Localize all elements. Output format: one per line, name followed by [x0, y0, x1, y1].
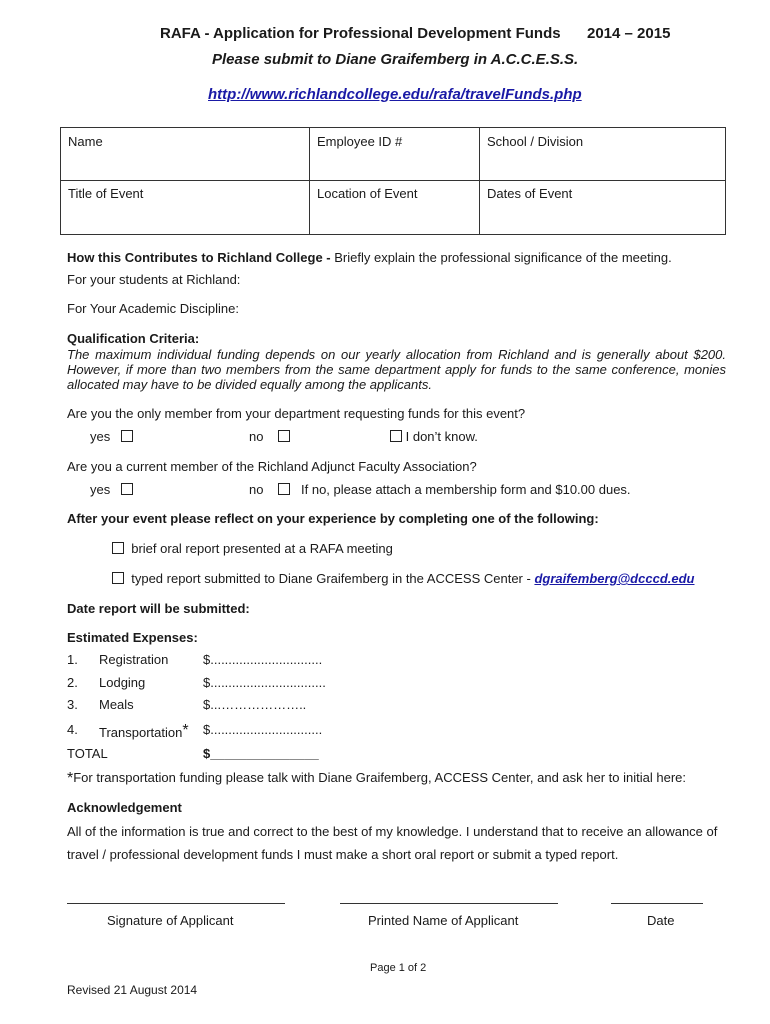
oral-report-label: brief oral report presented at a RAFA meeting — [131, 541, 393, 556]
expense-label-registration: Registration — [99, 652, 169, 667]
q1-no-label: no — [249, 429, 264, 444]
table-divider — [309, 128, 310, 234]
q1-yes-option[interactable] — [90, 429, 133, 444]
q2-yes-checkbox[interactable] — [121, 483, 133, 495]
expense-number: 1. — [67, 652, 78, 667]
expense-number: 3. — [67, 697, 78, 712]
contribution-prompt — [67, 250, 672, 265]
date-line[interactable] — [611, 903, 703, 904]
school-division-field-label[interactable]: School / Division — [487, 134, 584, 149]
question-rafa-member: Are you a current member of the Richland Adjunct Faculty Association? — [67, 459, 477, 474]
event-location-field-label[interactable]: Location of Event — [317, 186, 418, 201]
page-number: Page 1 of 2 — [370, 962, 427, 974]
contribution-text: Briefly explain the professional significance of the meeting. — [330, 250, 672, 265]
transport-note-asterisk: * — [67, 770, 74, 787]
expense-number: 4. — [67, 722, 78, 737]
q2-no-option[interactable] — [249, 482, 290, 497]
expense-label-lodging: Lodging — [99, 675, 146, 690]
expense-label-transportation — [99, 722, 189, 740]
q1-dont-know-label: I don’t know. — [405, 429, 478, 444]
date-label: Date — [647, 913, 675, 928]
acknowledgement-line-1: All of the information is true and correct to the best of my knowledge. I understand that to receive an allowance of — [67, 824, 718, 839]
transportation-asterisk: * — [182, 722, 189, 739]
printed-name-label: Printed Name of Applicant — [368, 913, 519, 928]
total-value[interactable]: $_______________ — [203, 746, 319, 761]
form-year: 2014 – 2015 — [587, 25, 671, 42]
revised-date: Revised 21 August 2014 — [67, 983, 198, 997]
oral-report-checkbox[interactable] — [112, 542, 124, 554]
signature-line[interactable] — [67, 903, 285, 904]
name-field-label[interactable]: Name — [68, 134, 103, 149]
q2-yes-label: yes — [90, 482, 111, 497]
typed-report-checkbox[interactable] — [112, 572, 124, 584]
question-only-member: Are you the only member from your department requesting funds for this event? — [67, 406, 526, 421]
email-link[interactable]: dgraifemberg@dcccd.edu — [534, 571, 695, 586]
funds-url-link[interactable]: http://www.richlandcollege.edu/rafa/travelFunds.php — [208, 86, 582, 103]
table-divider — [479, 128, 480, 234]
qualification-heading: Qualification Criteria: — [67, 331, 200, 346]
q1-no-option[interactable] — [249, 429, 290, 444]
transportation-label: Transportation — [99, 725, 183, 740]
q1-yes-label: yes — [90, 429, 111, 444]
q2-yes-option[interactable] — [90, 482, 133, 497]
expense-label-meals: Meals — [99, 697, 134, 712]
employee-id-field-label[interactable]: Employee ID # — [317, 134, 403, 149]
signature-label: Signature of Applicant — [107, 913, 234, 928]
expense-value-meals[interactable]: $...……………….. — [203, 697, 307, 712]
expense-number: 2. — [67, 675, 78, 690]
expenses-heading: Estimated Expenses: — [67, 630, 198, 645]
transport-note — [67, 770, 686, 788]
oral-report-option[interactable] — [112, 541, 393, 556]
q2-if-no-note: If no, please attach a membership form and $10.00 dues. — [301, 482, 631, 497]
expense-value-transportation[interactable]: $............................... — [203, 722, 323, 737]
typed-report-option[interactable] — [112, 571, 694, 586]
q1-dont-know-option[interactable] — [390, 429, 478, 444]
transport-note-text: For transportation funding please talk with Diane Graifemberg, ACCESS Center, and ask her to initial here: — [73, 770, 686, 785]
expense-value-registration[interactable]: $............................... — [203, 652, 323, 667]
discipline-prompt: For Your Academic Discipline: — [67, 301, 239, 316]
event-title-field-label[interactable]: Title of Event — [68, 186, 144, 201]
printed-name-line[interactable] — [340, 903, 558, 904]
acknowledgement-heading: Acknowledgement — [67, 800, 182, 815]
qualification-text: The maximum individual funding depends on our yearly allocation from Richland and is generally about $200. However, if more than two members from the same department apply for funds to the same conference, monies allocated may have to be divided equally among the applicants. — [67, 347, 726, 392]
event-dates-field-label[interactable]: Dates of Event — [487, 186, 573, 201]
expense-value-lodging[interactable]: $................................ — [203, 675, 326, 690]
table-divider — [61, 180, 725, 181]
acknowledgement-line-2: travel / professional development funds I must make a short oral report or submit a typed report. — [67, 847, 619, 862]
q1-no-checkbox[interactable] — [278, 430, 290, 442]
students-prompt: For your students at Richland: — [67, 272, 241, 287]
contribution-heading: How this Contributes to Richland College - — [67, 250, 331, 265]
form-subtitle: Please submit to Diane Graifemberg in A.C.C.E.S.S. — [212, 51, 579, 68]
q2-no-checkbox[interactable] — [278, 483, 290, 495]
form-title: RAFA - Application for Professional Development Funds — [160, 25, 561, 42]
q1-yes-checkbox[interactable] — [121, 430, 133, 442]
total-label: TOTAL — [67, 746, 108, 761]
typed-report-label: typed report submitted to Diane Graifemberg in the ACCESS Center - — [131, 571, 535, 586]
applicant-info-table — [60, 127, 726, 235]
q2-no-label: no — [249, 482, 264, 497]
reflection-heading: After your event please reflect on your experience by completing one of the following: — [67, 511, 599, 526]
date-report-label[interactable]: Date report will be submitted: — [67, 601, 250, 616]
q1-dont-know-checkbox[interactable] — [390, 430, 402, 442]
